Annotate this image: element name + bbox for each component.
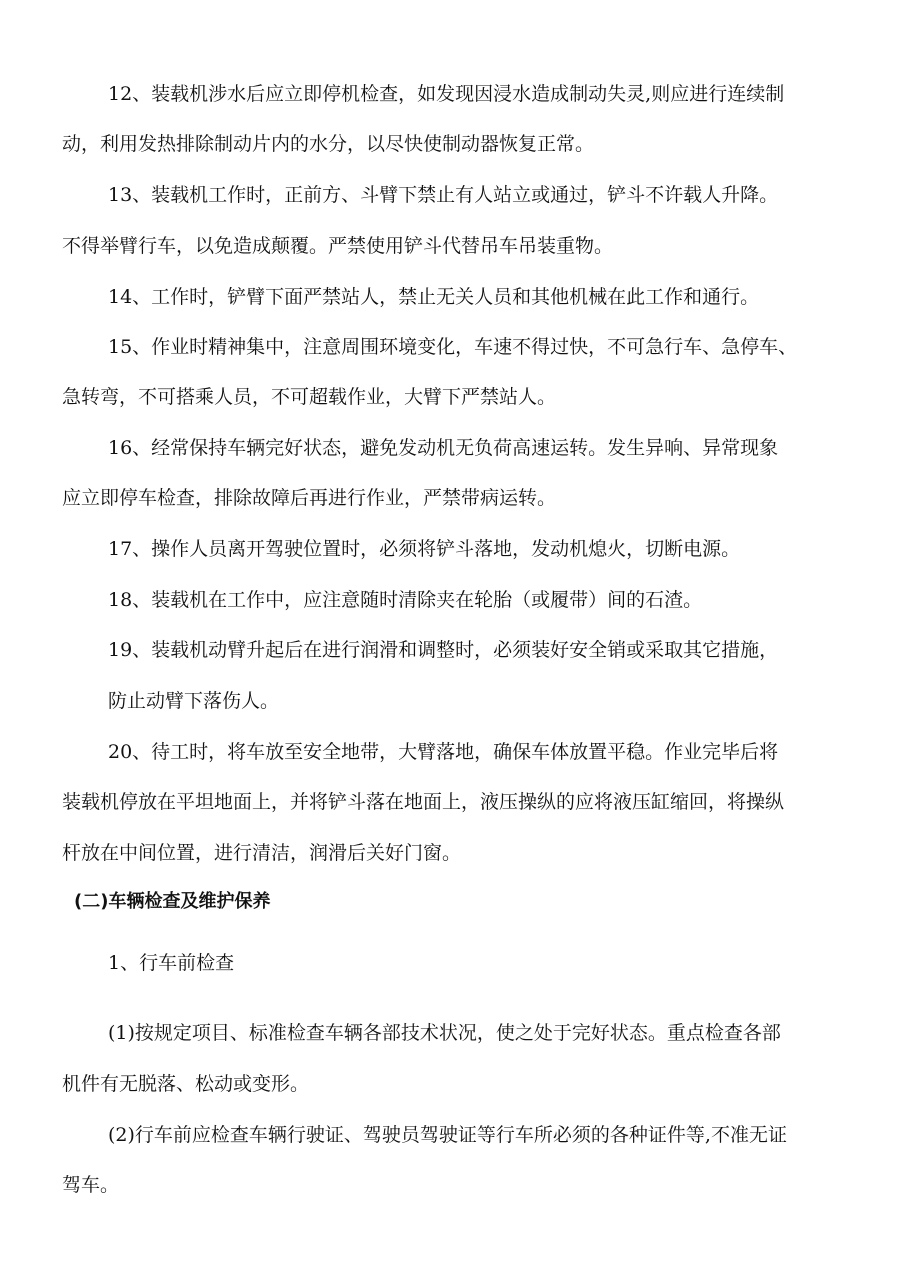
sub-item-2-line-1: (2)行车前应检查车辆行驶证、驾驶员驾驶证等行车所必须的各种证件等,不准无证 <box>108 1124 787 1146</box>
item-13-line-1: 13、装载机工作时，正前方、斗臂下禁止有人站立或通过，铲斗不许载人升降。 <box>108 184 779 206</box>
item-19-line-1: 19、装载机动臂升起后在进行润滑和调整时，必须装好安全销或采取其它措施， <box>108 639 779 661</box>
subsection-heading: 1、行车前检查 <box>108 952 235 974</box>
item-12-line-2: 动，利用发热排除制动片内的水分，以尽快使制动器恢复正常。 <box>62 133 595 155</box>
item-20-line-2: 装载机停放在平坦地面上，并将铲斗落在地面上，液压操纵的应将液压缸缩回，将操纵 <box>62 791 785 813</box>
sub-item-1-line-1: (1)按规定项目、标准检查车辆各部技术状况，使之处于完好状态。重点检查各部 <box>108 1022 781 1044</box>
item-17-line-1: 17、操作人员离开驾驶位置时，必须将铲斗落地，发动机熄火，切断电源。 <box>108 538 741 560</box>
item-14-line-1: 14、工作时，铲臂下面严禁站人，禁止无关人员和其他机械在此工作和通行。 <box>108 286 760 308</box>
item-20-line-3: 杆放在中间位置，进行清洁，润滑后关好门窗。 <box>62 842 462 864</box>
item-18-line-1: 18、装载机在工作中，应注意随时清除夹在轮胎（或履带）间的石渣。 <box>108 589 703 611</box>
item-16-line-2: 应立即停车检查，排除故障后再进行作业，严禁带病运转。 <box>62 487 557 509</box>
item-19-line-2: 防止动臂下落伤人。 <box>108 690 280 712</box>
item-20-line-1: 20、待工时，将车放至安全地带，大臂落地，确保车体放置平稳。作业完毕后将 <box>108 741 779 763</box>
item-15-line-1: 15、作业时精神集中，注意周围环境变化，车速不得过快，不可急行车、急停车、 <box>108 336 798 358</box>
section-heading: (二)车辆检查及维护保养 <box>74 891 271 912</box>
sub-item-1-line-2: 机件有无脱落、松动或变形。 <box>62 1073 310 1095</box>
item-13-line-2: 不得举臂行车，以免造成颠覆。严禁使用铲斗代替吊车吊装重物。 <box>62 235 614 257</box>
item-12-line-1: 12、装载机涉水后应立即停机检查，如发现因浸水造成制动失灵,则应进行连续制 <box>108 83 785 105</box>
sub-item-2-line-2: 驾车。 <box>62 1174 120 1196</box>
item-15-line-2: 急转弯，不可搭乘人员，不可超载作业，大臂下严禁站人。 <box>62 386 557 408</box>
item-16-line-1: 16、经常保持车辆完好状态，避免发动机无负荷高速运转。发生异响、异常现象 <box>108 437 779 459</box>
